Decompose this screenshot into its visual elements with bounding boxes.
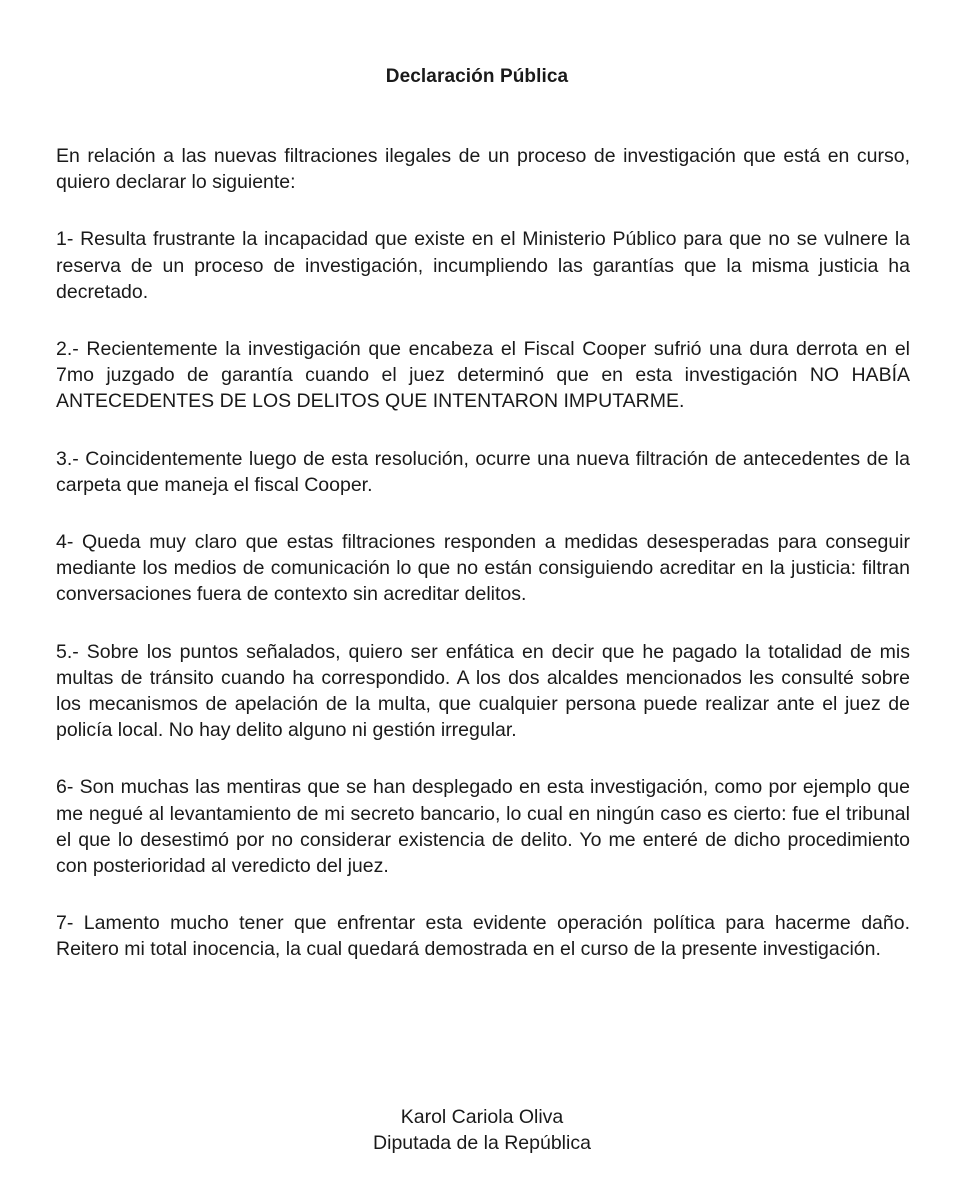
paragraph-point-6: 6- Son muchas las mentiras que se han desplegado en esta investigación, como por ejemplo que me negué al levantamiento de mi secreto bancario, lo cual en ningún caso es cierto: fue el tribunal el que lo desestimó por no considerar existencia de delito. Yo me enteré de dicho procedimiento con posterioridad al veredicto del juez. <box>56 776 910 878</box>
paragraph-point-1: 1- Resulta frustrante la incapacidad que existe en el Ministerio Público para que no se vulnere la reserva de un proceso de investigación, incumpliendo las garantías que la misma justicia ha decretado. <box>56 228 910 303</box>
paragraph-point-3: 3.- Coincidentemente luego de esta resolución, ocurre una nueva filtración de antecedentes de la carpeta que maneja el fiscal Cooper. <box>56 447 910 496</box>
signature-role: Diputada de la República <box>373 1132 591 1154</box>
paragraph-intro: En relación a las nuevas filtraciones ilegales de un proceso de investigación que está en curso, quiero declarar lo siguiente: <box>56 145 910 194</box>
document-title: Declaración Pública <box>385 66 569 87</box>
signature-name: Karol Cariola Oliva <box>400 1106 564 1128</box>
paragraph-point-2: 2.- Recientemente la investigación que encabeza el Fiscal Cooper sufrió una dura derrota en el 7mo juzgado de garantía cuando el juez determinó que en esta investigación NO HABÍA ANTECEDENTES DE LOS DELITOS QUE INTENTARON IMPUTARME. <box>56 338 910 413</box>
document-body <box>56 143 910 994</box>
paragraph-point-7: 7- Lamento mucho tener que enfrentar esta evidente operación política para hacerme daño. Reitero mi total inocencia, la cual quedará demostrada en el curso de la presente investigación. <box>56 912 910 961</box>
paragraph-point-4: 4- Queda muy claro que estas filtraciones responden a medidas desesperadas para conseguir mediante los medios de comunicación lo que no están consiguiendo acreditar en la justicia: filtran conversaciones fuera de contexto sin acreditar delitos. <box>56 531 910 606</box>
paragraph-point-5: 5.- Sobre los puntos señalados, quiero ser enfática en decir que he pagado la totalidad de mis multas de tránsito cuando ha correspondido. A los dos alcaldes mencionados les consulté sobre los mecanismos de apelación de la multa, que cualquier persona puede realizar ante el juez de policía local. No hay delito alguno ni gestión irregular. <box>56 640 910 742</box>
signature-block <box>0 1104 954 1156</box>
